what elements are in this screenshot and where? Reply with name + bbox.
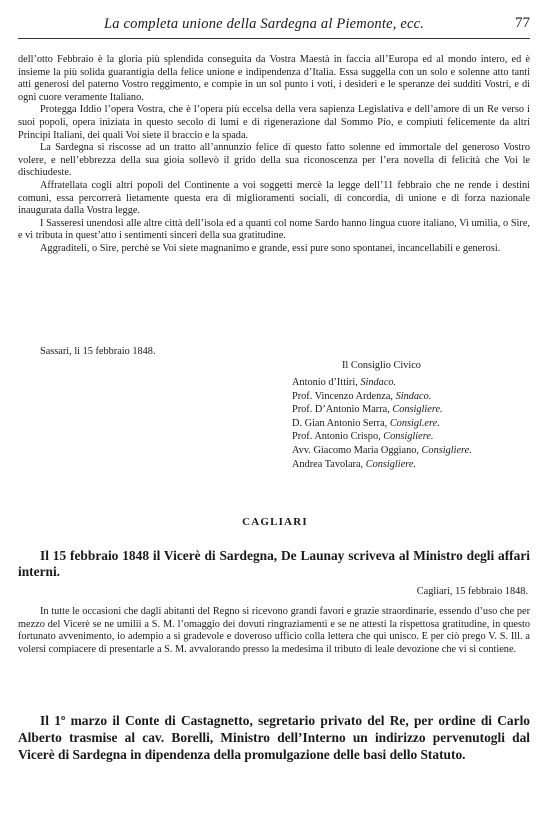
signatory-line — [292, 376, 532, 390]
signatory-name: Prof. D’Antonio Marra, — [292, 404, 393, 416]
paragraph-1: dell’otto Febbraio è la gloria più splendida conseguita da Vostra Maestà in faccia all’Europa ed al mondo intero, ed è insieme la più solida guarantigia della felice unione e indipendenza d’Italia. Essa suggella con un solo e solenne atto tanti atti generosi del paterno Vostro reggimento, e compie in un sol punto i voti, i desideri e le speranze dei sudditi Vostri, e di ogni cuore veramente Italiano. — [18, 54, 530, 103]
signatory-name: Prof. Vincenzo Ardenza, — [292, 390, 396, 402]
paragraph-5: I Sasseresi unendosi alle altre città dell’isola ed a quanti col nome Sardo hanno lingua cuore italiano, Vi umilia, o Sire, e vi tributa in quest’atto i sentimenti sinceri della sua gratitudine. — [18, 217, 530, 242]
signatory-name: Avv. Giacomo Maria Oggiano, — [292, 444, 422, 456]
paragraph-6: Aggraditeli, o Sire, perchè se Voi siete magnanimo e grande, essi pure sono spontanei, incancellabili e generosi. — [40, 242, 501, 254]
signatory-role: Consigliere. — [392, 404, 443, 416]
signatory-role: Sindaco. — [395, 390, 432, 402]
paragraph-3: La Sardegna si riscosse ad un tratto all’annunzio felice di questo fatto solenne ed immortale del generoso Vostro volere, e nell’ebbrezza della sua gioia sollevò il grido della sua riconoscenza per l’era novella di felicità che Voi le dischiudeste. — [18, 142, 530, 179]
signatory-role: Sindaco. — [360, 377, 397, 388]
section-intro — [18, 548, 530, 580]
signatory-name: Antonio d’Ittiri, — [292, 377, 361, 388]
paragraph-2: Protegga Iddio l’opera Vostra, che è l’opera più eccelsa della vera sapienza Legislativa e dell’amore di un Re verso i suoi popoli, opera iniziata in questo secolo di lumi e di rigenerazione dal Sommo Pio, e compiuti felicemente da altri Principi Italiani, dei quali Voi siete il braccio e la spada. — [18, 104, 530, 141]
address-text — [18, 54, 530, 256]
signatory-role: Consigl.ere. — [389, 417, 440, 429]
running-title: La completa unione della Sardegna al Piemonte, ecc. — [104, 16, 425, 32]
signatory-role: Consigliere. — [383, 431, 434, 443]
cagliari-dateline: Cagliari, 15 febbraio 1848. — [416, 586, 528, 597]
page-number: 77 — [515, 15, 530, 31]
signatory-name: Andrea Tavolara, — [292, 458, 366, 470]
signature-block — [292, 360, 532, 471]
signatory-line — [292, 430, 532, 444]
sassari-date: Sassari, li 15 febbraio 1848. — [40, 346, 156, 357]
section-title: CAGLIARI — [242, 516, 308, 528]
date-line — [18, 346, 530, 359]
signature-list — [292, 376, 532, 471]
intro-paragraph: Il 15 febbraio 1848 il Vicerè di Sardegna, De Launay scriveva al Ministro degli affari interni. — [18, 548, 530, 579]
closing-paragraph: Il 1º marzo il Conte di Castagnetto, segretario privato del Re, per ordine di Carlo Alberto trasmise al cav. Borelli, Ministro dell’Interno un indirizzo pervenutogli dal Vicerè di Sardegna in dipendenza della promulgazione delle basi dello Statuto. — [18, 713, 530, 762]
running-header — [18, 12, 530, 39]
signatory-line — [292, 390, 532, 404]
signatory-role: Consigliere. — [365, 458, 416, 470]
signatory-line — [292, 403, 532, 417]
signature-heading: Il Consiglio Civico — [342, 360, 421, 371]
signatory-name: Prof. Antonio Crispo, — [292, 431, 384, 443]
signatory-line — [292, 417, 532, 431]
viceroy-letter — [18, 606, 530, 656]
signatory-name: D. Gian Antonio Serra, — [292, 417, 390, 429]
signatory-line — [292, 444, 532, 458]
signatory-line — [292, 458, 532, 472]
signatory-role: Consigliere. — [421, 444, 472, 456]
paragraph-4: Affratellata cogli altri popoli del Continente a voi soggetti mercè la legge dell’11 febbraio che ne rende i destini comuni, essa percorrerà lietamente questa era di miglioramenti sociali, di concordia, di unione e di forza nazionale inaugurata dalla Vostra legge. — [18, 179, 530, 217]
letter-paragraph: In tutte le occasioni che dagli abitanti del Regno si ricevono grandi favori e grazie straordinarie, essendo d’uso che per mezzo del Vicerè se ne umilii a S. M. l’omaggio dei dovuti ringraziamenti e se ne attesti la rispettosa gratitudine, in questo fortunato avvenimento, io adempio a sì gradevole e doveroso ufficio colla lettera che qui unisco. E per ciò prego V. S. Ill. a volersi compiacere di presentarle a S. M. avvalorando presso la medesima il tributo di leale devozione che vi si contiene. — [18, 606, 530, 655]
closing-block — [18, 712, 530, 763]
